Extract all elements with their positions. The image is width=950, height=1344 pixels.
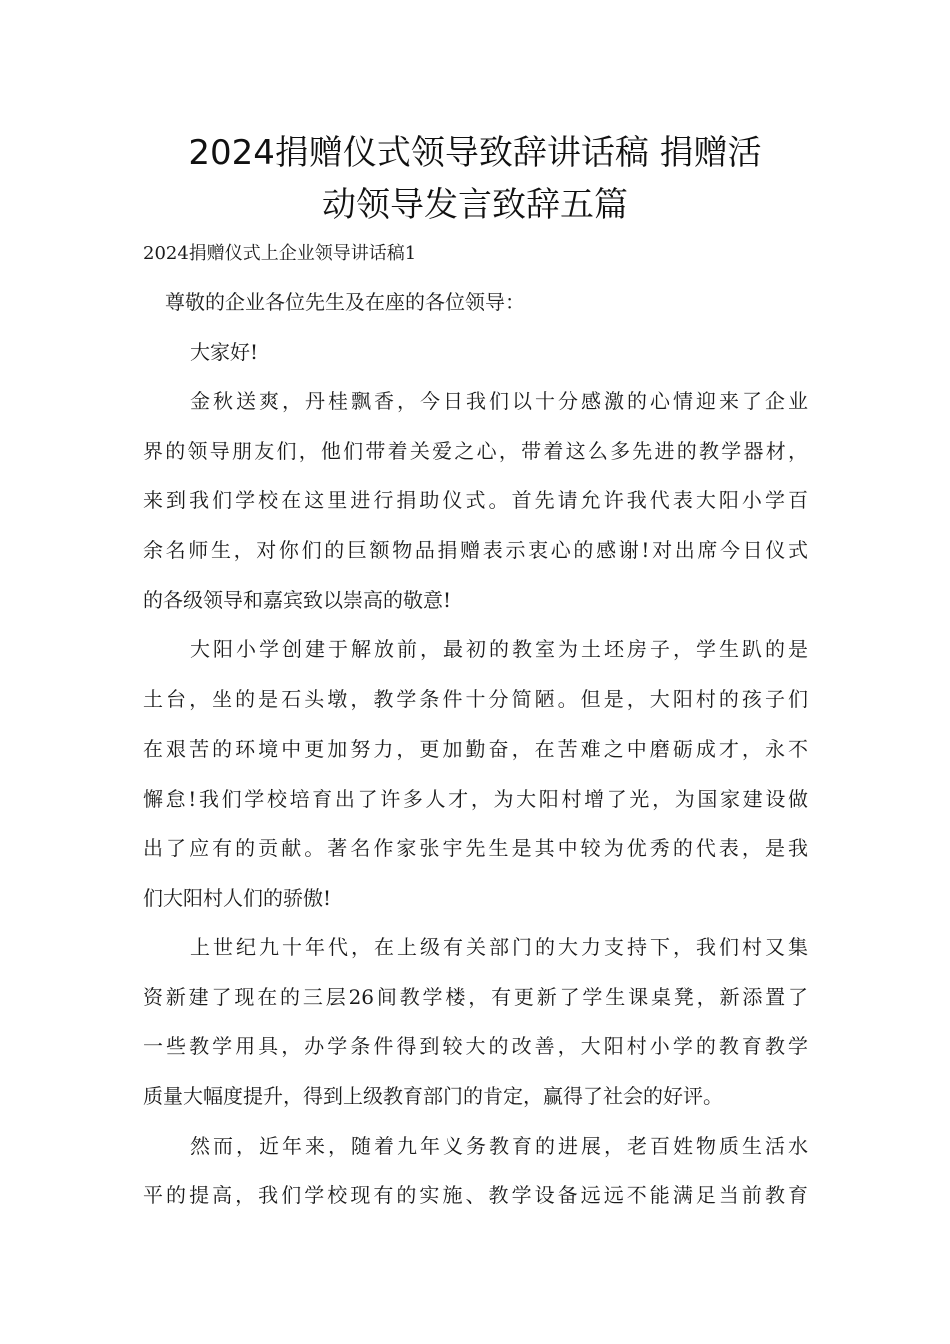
document-title-line-1: 2024捐赠仪式领导致辞讲话稿 捐赠活	[188, 133, 762, 173]
paragraph-4-line: 然而，近年来，随着九年义务教育的进展，老百姓物质生活水	[190, 1134, 808, 1158]
section-heading: 2024捐赠仪式上企业领导讲话稿1	[143, 243, 417, 264]
paragraph-2-line: 大阳小学创建于解放前，最初的教室为土坯房子，学生趴的是	[190, 637, 808, 661]
paragraph-2-line: 们大阳村人们的骄傲!	[143, 886, 332, 910]
paragraph-2-line: 在艰苦的环境中更加努力，更加勤奋，在苦难之中磨砺成才，永不	[143, 737, 808, 761]
paragraph-1-line: 余名师生，对你们的巨额物品捐赠表示衷心的感谢!对出席今日仪式	[143, 538, 808, 562]
paragraph-2-line: 懈怠!我们学校培育出了许多人才，为大阳村增了光，为国家建设做	[143, 787, 808, 811]
paragraph-3-line: 上世纪九十年代，在上级有关部门的大力支持下，我们村又集	[190, 935, 808, 959]
paragraph-2-line: 出了应有的贡献。著名作家张宇先生是其中较为优秀的代表，是我	[143, 836, 808, 860]
paragraph-1-line: 的各级领导和嘉宾致以崇高的敬意!	[143, 588, 452, 612]
salutation: 尊敬的企业各位先生及在座的各位领导：	[165, 290, 525, 314]
paragraph-3-line: 资新建了现在的三层26间教学楼，有更新了学生课桌凳，新添置了	[143, 985, 808, 1009]
paragraph-1-line: 来到我们学校在这里进行捐助仪式。首先请允许我代表大阳小学百	[143, 488, 808, 512]
paragraph-1-line: 金秋送爽，丹桂飘香，今日我们以十分感激的心情迎来了企业	[190, 389, 808, 413]
greeting: 大家好!	[190, 340, 259, 364]
paragraph-1-line: 界的领导朋友们，他们带着关爱之心，带着这么多先进的教学器材，	[143, 439, 808, 463]
paragraph-3-line: 一些教学用具，办学条件得到较大的改善，大阳村小学的教育教学	[143, 1034, 808, 1058]
paragraph-3-line: 质量大幅度提升，得到上级教育部门的肯定，赢得了社会的好评。	[143, 1084, 723, 1108]
paragraph-2-line: 土台，坐的是石头墩，教学条件十分简陋。但是，大阳村的孩子们	[143, 687, 808, 711]
document-title-line-2: 动领导发言致辞五篇	[322, 185, 628, 225]
paragraph-4-line: 平的提高，我们学校现有的实施、教学设备远远不能满足当前教育	[143, 1183, 808, 1207]
